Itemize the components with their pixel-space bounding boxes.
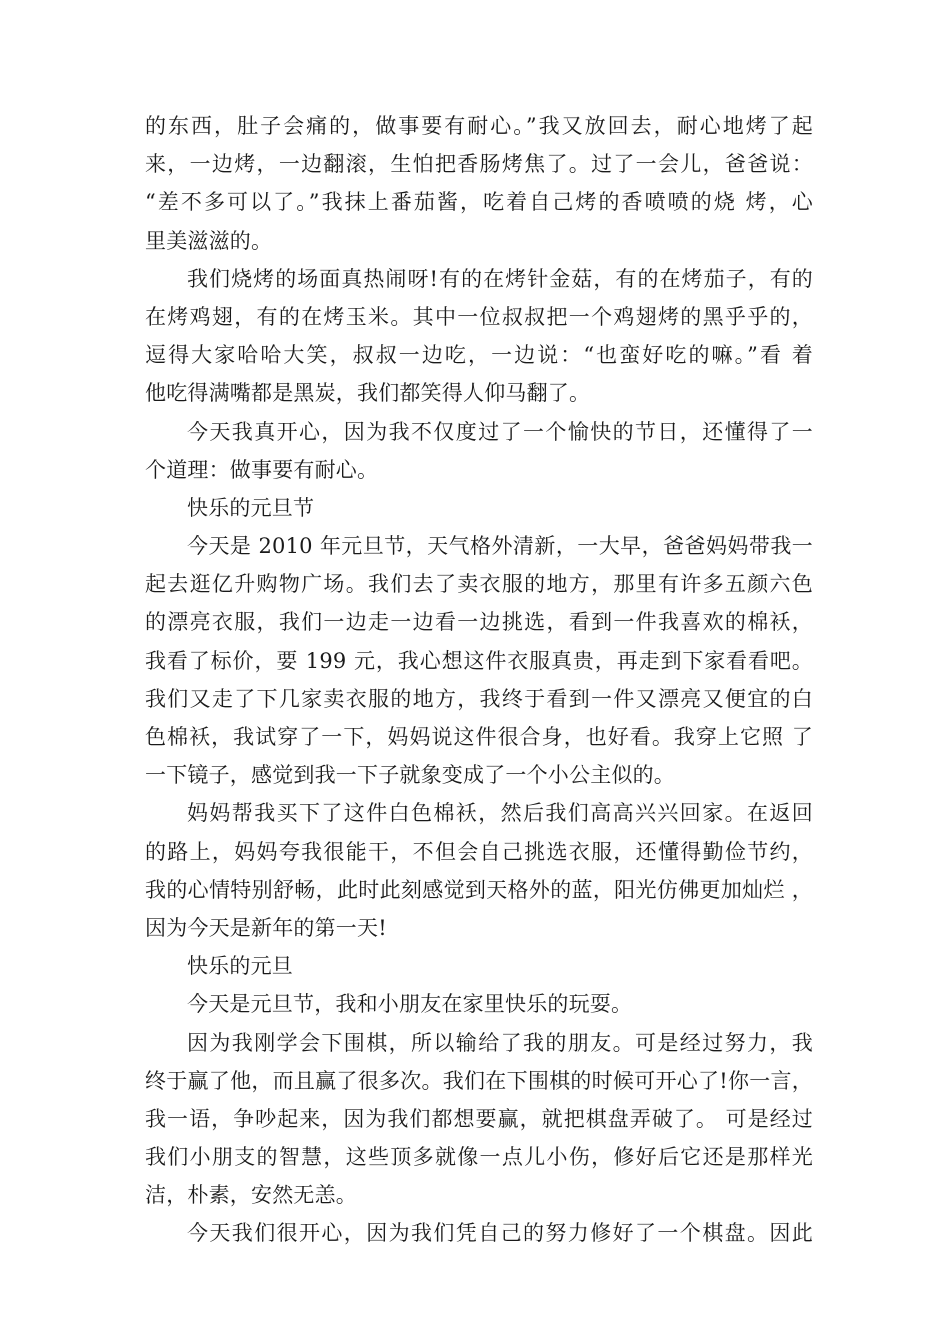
- text-line: 一下镜子，感觉到我一下子就象变成了一个小公主似的。: [145, 763, 675, 788]
- text-line: 色棉袄，我试穿了一下，妈妈说这件很合身，也好看。我穿上它照 了: [145, 725, 813, 749]
- text-line: 因为我刚学会下围棋，所以输给了我的朋友。可是经过努力，我: [187, 1030, 813, 1055]
- text-line: 他吃得满嘴都是黑炭，我们都笑得人仰马翻了。: [145, 381, 591, 406]
- text-line: 我看了标价，要 199 元，我心想这件衣服真贵，再走到下家看看吧。: [145, 648, 813, 673]
- text-line: 个道理：做事要有耐心。: [145, 457, 379, 482]
- text-line: 今天是元旦节，我和小朋友在家里快乐的玩耍。: [187, 992, 633, 1017]
- text-line: 里美滋滋的。: [145, 228, 273, 253]
- text-line: 的路上，妈妈夸我很能干，不但会自己挑选衣服，还懂得勤俭节约，: [145, 839, 813, 864]
- text-line: 今天是 2010 年元旦节，天气格外清新，一大早，爸爸妈妈带我一: [187, 534, 813, 559]
- text-line: 我一语，争吵起来，因为我们都想要赢，就把棋盘弄破了。 可是经过: [145, 1106, 813, 1131]
- text-line: 我的心情特别舒畅，此时此刻感觉到天格外的蓝，阳光仿佛更加灿烂 ，: [145, 877, 813, 902]
- text-line: 因为今天是新年的第一天!: [145, 915, 387, 940]
- text-line: 我们烧烤的场面真热闹呀!有的在烤针金菇，有的在烤茄子，有的: [187, 266, 813, 291]
- document-body: [145, 107, 813, 1253]
- text-line: 今天我真开心，因为我不仅度过了一个愉快的节日，还懂得了一: [187, 419, 813, 444]
- text-line: 来，一边烤，一边翻滚，生怕把香肠烤焦了。过了一会儿，爸爸说：: [145, 152, 813, 177]
- text-line: 快乐的元旦: [187, 954, 293, 979]
- text-line: 逗得大家哈哈大笑，叔叔一边吃，一边说：“也蛮好吃的嘛。”看 着: [145, 343, 813, 368]
- text-line: 我们小朋支的智慧，这些顶多就像一点儿小伤，修好后它还是那样光: [145, 1145, 813, 1170]
- text-line: 今天我们很开心，因为我们凭自己的努力修好了一个棋盘。因此: [187, 1221, 813, 1246]
- text-line: 起去逛亿升购物广场。我们去了卖衣服的地方，那里有许多五颜六色: [145, 572, 813, 597]
- text-line: 我们又走了下几家卖衣服的地方，我终于看到一件又漂亮又便宜的白: [145, 686, 813, 711]
- text-line: 终于赢了他，而且赢了很多次。我们在下围棋的时候可开心了!你一言，: [145, 1068, 813, 1093]
- text-line: 妈妈帮我买下了这件白色棉袄，然后我们高高兴兴回家。在返回: [187, 801, 813, 826]
- text-line: “差不多可以了。”我抹上番茄酱，吃着自己烤的香喷喷的烧 烤，心: [145, 190, 813, 215]
- text-line: 的漂亮衣服，我们一边走一边看一边挑选，看到一件我喜欢的棉袄，: [145, 610, 813, 635]
- text-line: 快乐的元旦节: [187, 495, 315, 520]
- text-line: 在烤鸡翅，有的在烤玉米。其中一位叔叔把一个鸡翅烤的黑乎乎的，: [145, 304, 813, 329]
- text-line: 的东西，肚子会痛的，做事要有耐心。”我又放回去，耐心地烤了起: [145, 114, 813, 138]
- text-line: 洁，朴素，安然无恙。: [145, 1183, 357, 1208]
